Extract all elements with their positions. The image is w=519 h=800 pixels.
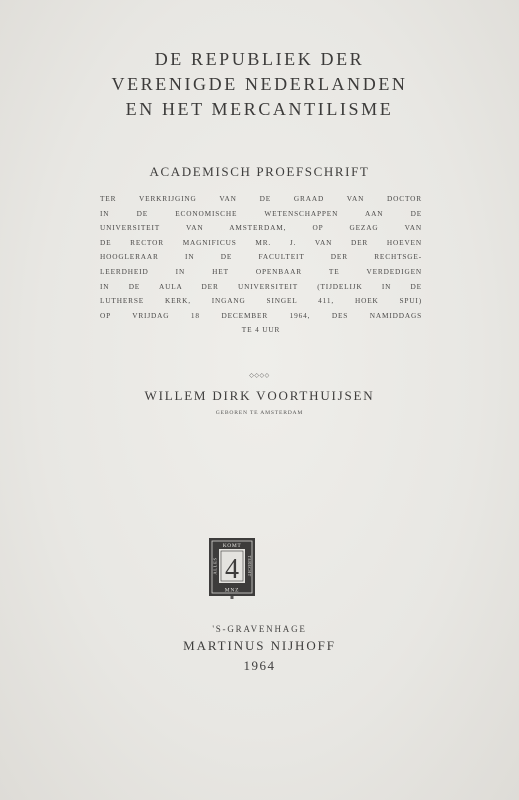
statement-line-7: IN DE AULA DER UNIVERSITEIT (TIJDELIJK IN DE bbox=[100, 281, 422, 291]
title-line-2: VERENIGDE NEDERLANDEN bbox=[111, 74, 408, 94]
statement-line-9: OP VRIJDAG 18 DECEMBER 1964, DES NAMIDDAGS bbox=[100, 310, 422, 320]
publisher-device-icon bbox=[208, 537, 256, 601]
statement-line-10: TE 4 UUR bbox=[241, 325, 281, 335]
publication-year: 1964 bbox=[243, 658, 276, 673]
statement-line-3: UNIVERSITEIT VAN AMSTERDAM, OP GEZAG VAN bbox=[100, 223, 422, 233]
statement-line-4: DE RECTOR MAGNIFICUS MR. J. VAN DER HOEVEN bbox=[100, 237, 422, 247]
logo-text-bottom: MNZ bbox=[224, 587, 240, 594]
statement-line-2: IN DE ECONOMISCHE WETENSCHAPPEN AAN DE bbox=[100, 208, 422, 218]
statement-line-1: TER VERKRIJGING VAN DE GRAAD VAN DOCTOR bbox=[100, 194, 422, 203]
logo-text-left: ALLES bbox=[212, 557, 218, 575]
thesis-statement bbox=[100, 192, 422, 338]
title-line-1: DE REPUBLIEK DER bbox=[154, 49, 365, 69]
ornament-divider: ◇◇◇◇ bbox=[249, 372, 270, 379]
title-line-3: EN HET MERCANTILISME bbox=[125, 99, 394, 119]
author-name: WILLEM DIRK VOORTHUIJSEN bbox=[144, 388, 375, 403]
logo-text-right: TERECHT bbox=[247, 555, 252, 577]
publisher-name: MARTINUS NIJHOFF bbox=[183, 638, 336, 653]
statement-line-8: LUTHERSE KERK, INGANG SINGEL 411, HOEK SPUI) bbox=[100, 296, 422, 306]
logo-text-top: KOMT bbox=[222, 543, 242, 549]
publication-place: 'S-GRAVENHAGE bbox=[212, 624, 307, 634]
author-birthplace: GEBOREN TE AMSTERDAM bbox=[215, 410, 304, 416]
book-title bbox=[0, 47, 519, 122]
thesis-subtitle: ACADEMISCH PROEFSCHRIFT bbox=[149, 164, 370, 179]
statement-line-6: LEERDHEID IN HET OPENBAAR TE VERDEDIGEN bbox=[100, 266, 422, 276]
statement-line-5: HOOGLERAAR IN DE FACULTEIT DER RECHTSGE- bbox=[100, 252, 422, 262]
logo-numeral: 4 bbox=[225, 554, 239, 585]
